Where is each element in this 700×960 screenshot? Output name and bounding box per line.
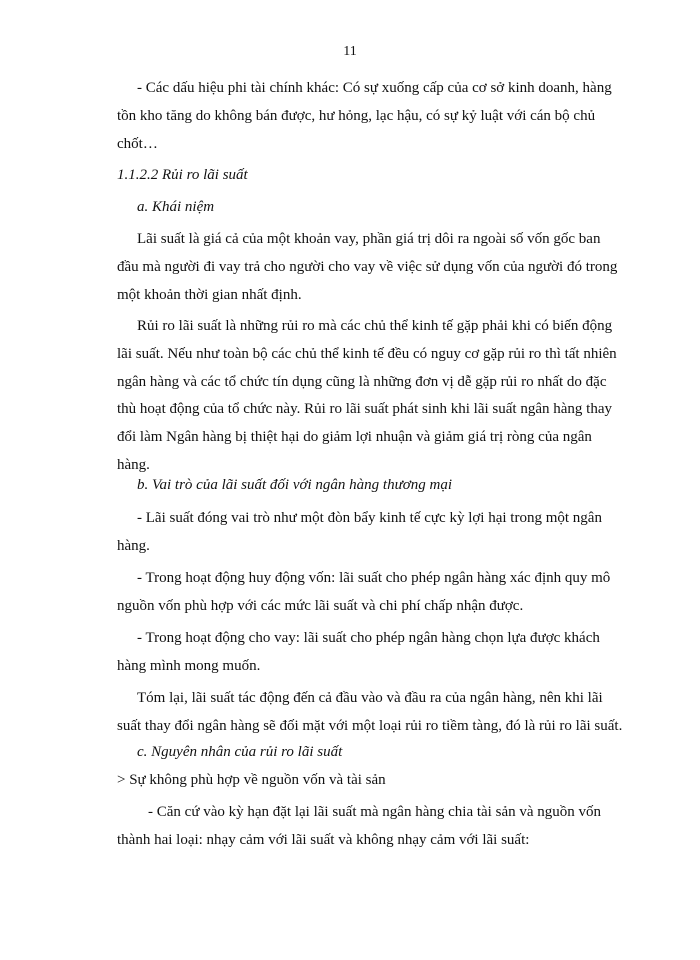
text-line: Lãi suất là giá cả của một khoản vay, phần giá trị dôi ra ngoài số vốn gốc ban — [137, 231, 601, 247]
text-line: - Các dấu hiệu phi tài chính khác: Có sự xuống cấp của cơ sở kinh doanh, hàng — [137, 80, 612, 96]
text-line: Rủi ro lãi suất là những rủi ro mà các chủ thể kinh tế gặp phải khi có biến động — [137, 318, 613, 334]
subsection-heading: a. Khái niệm — [137, 199, 215, 215]
text-line: hàng. — [117, 538, 150, 554]
text-line: Tóm lại, lãi suất tác động đến cả đầu vào và đầu ra của ngân hàng, nên khi lãi — [137, 690, 603, 706]
text-line: nguồn vốn phù hợp với các mức lãi suất và chi phí chấp nhận được. — [117, 598, 524, 614]
text-line: - Trong hoạt động cho vay: lãi suất cho phép ngân hàng chọn lựa được khách — [137, 630, 600, 646]
page-number: 11 — [343, 44, 357, 59]
subsection-heading: c. Nguyên nhân của rủi ro lãi suất — [137, 744, 343, 760]
text-line: tồn kho tăng do không bán được, hư hỏng, lạc hậu, có sự kỷ luật với cán bộ chủ — [117, 108, 596, 124]
text-line: đầu mà người đi vay trả cho người cho vay về việc sử dụng vốn của người đó trong — [117, 259, 618, 275]
text-line: chốt… — [117, 136, 158, 152]
text-line: một khoản thời gian nhất định. — [117, 287, 302, 303]
text-line: hàng mình mong muốn. — [117, 658, 261, 674]
text-line: ngân hàng và các tổ chức tín dụng cũng là những đơn vị dễ gặp rủi ro nhất do đặc — [117, 374, 607, 390]
text-line: lãi suất. Nếu như toàn bộ các chủ thể kinh tế đều có nguy cơ gặp rủi ro thì tất nhiên — [117, 346, 617, 362]
subsection-heading: b. Vai trò của lãi suất đối với ngân hàng thương mại — [137, 477, 453, 493]
text-line: - Căn cứ vào kỳ hạn đặt lại lãi suất mà ngân hàng chia tài sản và nguồn vốn — [148, 804, 602, 820]
section-heading: 1.1.2.2 Rủi ro lãi suất — [117, 167, 248, 183]
text-line: suất thay đổi ngân hàng sẽ đối mặt với một loại rủi ro tiềm tàng, đó là rủi ro lãi suất. — [117, 718, 623, 734]
text-line: hàng. — [117, 457, 150, 473]
text-line: thù hoạt động của tổ chức này. Rủi ro lãi suất phát sinh khi lãi suất ngân hàng thay — [117, 401, 612, 417]
text-line: - Trong hoạt động huy động vốn: lãi suất cho phép ngân hàng xác định quy mô — [137, 570, 611, 586]
text-line: đổi làm Ngân hàng bị thiệt hại do giảm lợi nhuận và giảm giá trị ròng của ngân — [117, 429, 592, 445]
text-line: thành hai loại: nhạy cảm với lãi suất và không nhạy cảm với lãi suất: — [117, 832, 530, 848]
text-line: > Sự không phù hợp về nguồn vốn và tài sản — [117, 772, 386, 788]
text-line: - Lãi suất đóng vai trò như một đòn bẩy kinh tế cực kỳ lợi hại trong một ngân — [137, 510, 602, 526]
